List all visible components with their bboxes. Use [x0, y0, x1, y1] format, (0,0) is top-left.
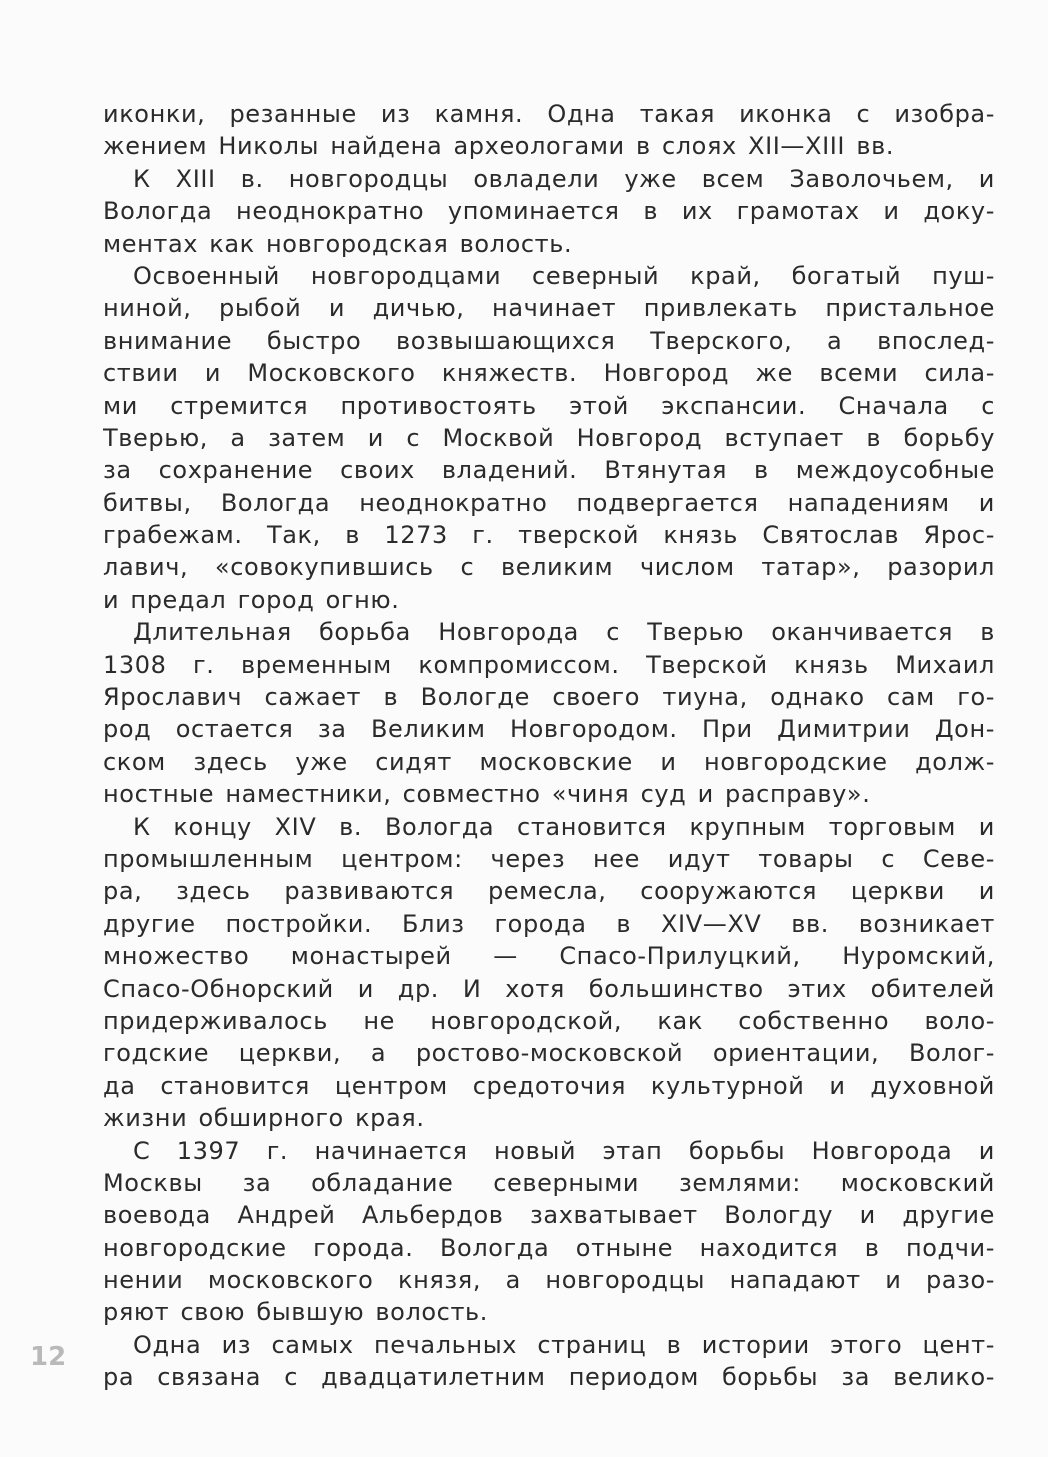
- text-line: да становится центром средоточия культурной и духовной: [103, 1071, 995, 1100]
- text-line: Ярославич сажает в Вологде своего тиуна, однако сам го-: [103, 683, 995, 712]
- text-line: годские церкви, а ростово-московской ориентации, Волог-: [103, 1039, 995, 1068]
- text-line: промышленным центром: через нее идут товары с Севе-: [103, 844, 995, 873]
- text-line: ра связана с двадцатилетним периодом борьбы за велико-: [103, 1363, 995, 1392]
- text-line: множество монастырей — Спасо-Прилуцкий, Нуромский,: [103, 942, 995, 971]
- text-line: Освоенный новгородцами северный край, богатый пуш-: [133, 261, 995, 290]
- text-line: ра, здесь развиваются ремесла, сооружаются церкви и: [103, 877, 995, 906]
- text-line: Длительная борьба Новгорода с Тверью оканчивается в: [133, 618, 995, 647]
- text-line: С 1397 г. начинается новый этап борьбы Новгорода и: [133, 1136, 995, 1165]
- text-line: Вологда неоднократно упоминается в их грамотах и доку-: [103, 197, 995, 226]
- page-number: 12: [30, 1342, 67, 1372]
- text-line: Одна из самых печальных страниц в истории этого цент-: [133, 1330, 995, 1359]
- text-line: ствии и Московского княжеств. Новгород же всеми сила-: [103, 359, 995, 388]
- text-line: 1308 г. временным компромиссом. Тверской князь Михаил: [103, 650, 995, 679]
- text-line: ниной, рыбой и дичью, начинает привлекать пристальное: [103, 294, 995, 323]
- text-line: ментах как новгородская волость.: [103, 229, 573, 258]
- text-line: грабежам. Так, в 1273 г. тверской князь Святослав Ярос-: [103, 521, 995, 550]
- text-line: ностные наместники, совместно «чиня суд и расправу».: [103, 780, 871, 809]
- text-line: нении московского князя, а новгородцы нападают и разо-: [103, 1266, 995, 1295]
- text-line: род остается за Великим Новгородом. При Димитрии Дон-: [103, 715, 995, 744]
- text-line: битвы, Вологда неоднократно подвергается нападениям и: [103, 488, 995, 517]
- text-line: лавич, «совокупившись с великим числом татар», разорил: [103, 553, 995, 582]
- text-line: другие постройки. Близ города в XIV—XV вв. возникает: [103, 909, 995, 938]
- text-line: и предал город огню.: [103, 585, 400, 614]
- text-line: ми стремится противостоять этой экспансии. Сначала с: [103, 391, 995, 420]
- text-line: внимание быстро возвышающихся Тверского, а впослед-: [103, 326, 995, 355]
- text-line: ряют свою бывшую волость.: [103, 1298, 489, 1327]
- text-line: жизни обширного края.: [103, 1104, 425, 1133]
- text-line: иконки, резанные из камня. Одна такая иконка с изобра-: [103, 100, 995, 128]
- text-line: Спасо-Обнорский и др. И хотя большинство этих обителей: [103, 974, 995, 1003]
- body-text: [103, 98, 995, 1394]
- text-line: К концу XIV в. Вологда становится крупным торговым и: [133, 812, 995, 841]
- text-line: Тверью, а затем и с Москвой Новгород вступает в борьбу: [103, 423, 995, 452]
- text-line: новгородские города. Вологда отныне находится в подчи-: [103, 1233, 995, 1262]
- text-line: воевода Андрей Альбердов захватывает Вологду и другие: [103, 1201, 995, 1230]
- text-line: придерживалось не новгородской, как собственно воло-: [103, 1006, 995, 1035]
- text-line: Москвы за обладание северными землями: московский: [103, 1168, 995, 1197]
- text-line: за сохранение своих владений. Втянутая в междоусобные: [103, 456, 995, 485]
- text-line: ском здесь уже сидят московские и новгородские долж-: [103, 747, 995, 776]
- text-line: жением Николы найдена археологами в слоях XII—XIII вв.: [103, 132, 895, 161]
- text-line: К XIII в. новгородцы овладели уже всем Заволочьем, и: [133, 164, 995, 193]
